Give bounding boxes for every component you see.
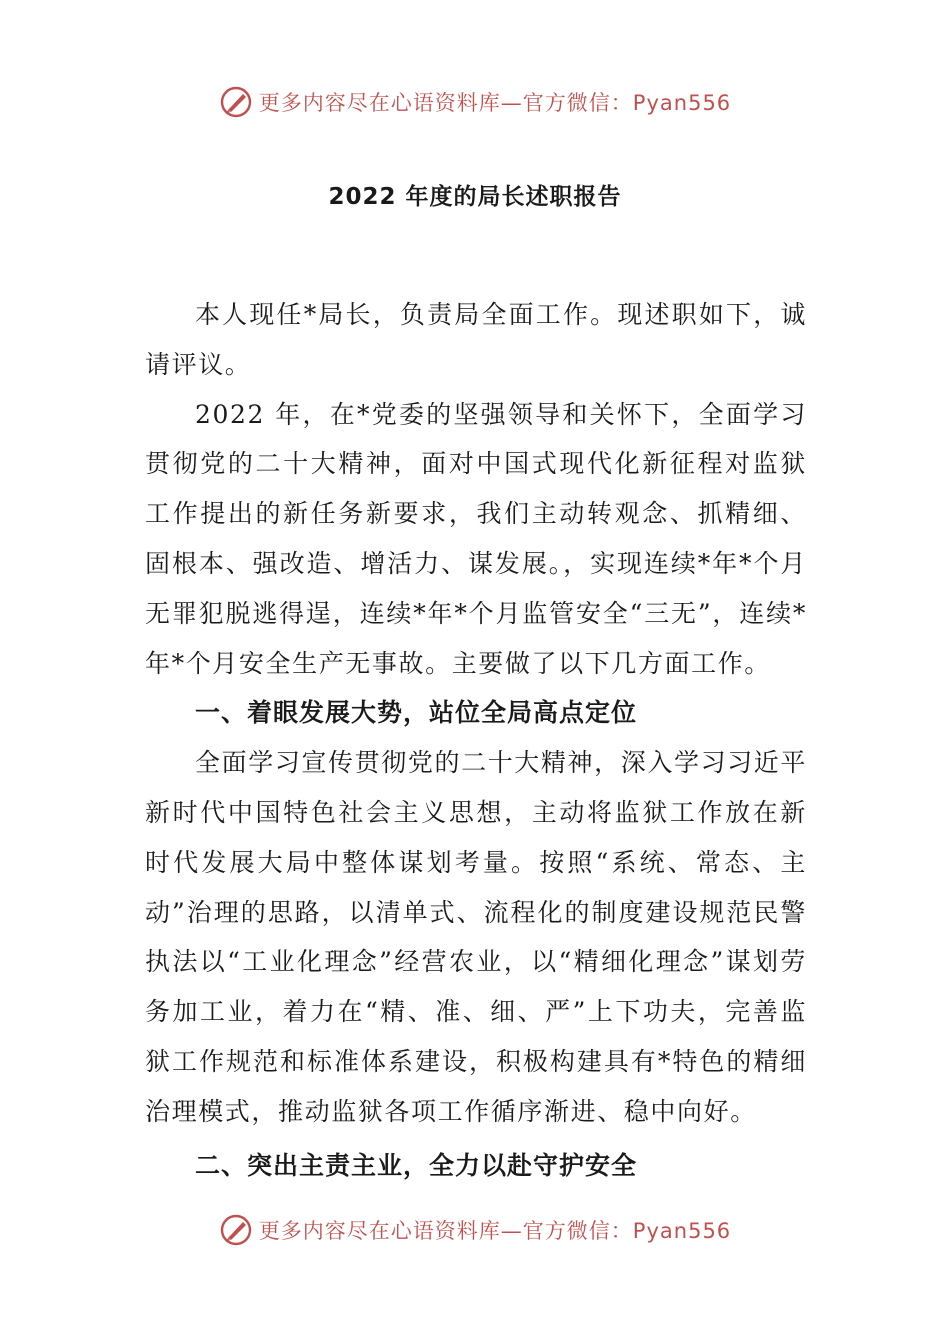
intro-paragraph: 本人现任*局长，负责局全面工作。现述职如下，诚请评议。	[145, 300, 807, 379]
watermark-footer	[0, 1210, 950, 1250]
document-body	[145, 290, 807, 1190]
section-1-paragraph: 全面学习宣传贯彻党的二十大精神，深入学习习近平新时代中国特色社会主义思想，主动将监狱工作放在新时代发展大局中整体谋划考量。按照“系统、常态、主动”治理的思路，以清单式、流程化的制度建设规范民警执法以“工业化理念”经营农业，以“精细化理念”谋划劳务加工业，着力在“精、准、细、严”上下功夫，完善监狱工作规范和标准体系建设，积极构建具有*特色的精细治理模式，推动监狱各项工作循序渐进、稳中向好。	[145, 748, 807, 1126]
watermark-header	[0, 82, 950, 122]
pen-logo-icon	[219, 85, 253, 119]
section-2-heading: 二、突出主责主业，全力以赴守护安全	[195, 1150, 638, 1180]
watermark-text: 更多内容尽在心语资料库—官方微信：Pyan556	[258, 91, 732, 115]
pen-logo-icon	[219, 1213, 253, 1247]
document-title: 2022 年度的局长述职报告	[328, 184, 622, 210]
section-1-heading: 一、着眼发展大势，站位全局高点定位	[195, 698, 638, 728]
summary-paragraph: 2022 年，在*党委的坚强领导和关怀下，全面学习贯彻党的二十大精神，面对中国式现代化新征程对监狱工作提出的新任务新要求，我们主动转观念、抓精细、固根本、强改造、增活力、谋发展。，实现连续*年*个月无罪犯脱逃得逞，连续*年*个月监管安全“三无”，连续*年*个月安全生产无事故。主要做了以下几方面工作。	[145, 399, 807, 678]
watermark-text: 更多内容尽在心语资料库—官方微信：Pyan556	[258, 1219, 732, 1243]
